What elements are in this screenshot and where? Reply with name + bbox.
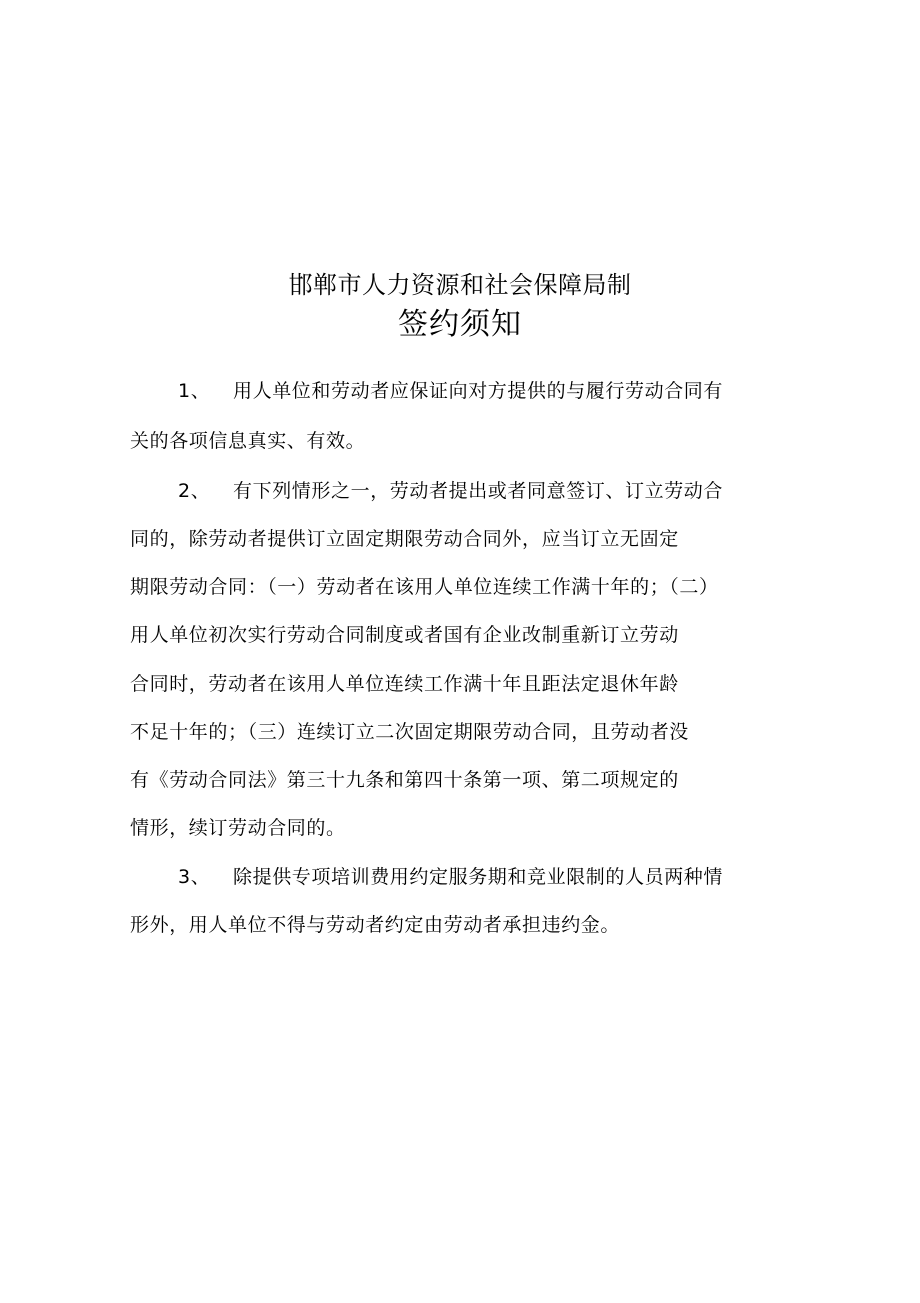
item-1-line-2: 关的各项信息真实、有效。 (130, 430, 366, 452)
item-2-line-7: 有《劳动合同法》第三十九条和第四十条第一项、第二项规定的 (130, 769, 679, 791)
item-2-first-line (178, 479, 723, 503)
item-1-line-1: 用人单位和劳动者应保证向对方提供的与履行劳动合同有 (233, 380, 724, 402)
item-3-line-2: 形外，用人单位不得与劳动者约定由劳动者承担违约金。 (130, 914, 621, 936)
item-3-first-line (178, 865, 723, 889)
document-title: 签约须知 (398, 307, 522, 342)
item-2-line-3: 期限劳动合同：（一）劳动者在该用人单位连续工作满十年的；（二） (130, 576, 719, 598)
item-2-line-1: 有下列情形之一，劳动者提出或者同意签订、订立劳动合 (233, 480, 724, 502)
item-2-line-8: 情形，续订劳动合同的。 (130, 817, 346, 839)
item-2-line-5: 合同时，劳动者在该用人单位连续工作满十年且距法定退休年龄 (130, 673, 679, 695)
item-3-line-1: 除提供专项培训费用约定服务期和竞业限制的人员两种情 (233, 866, 724, 888)
item-2-line-4: 用人单位初次实行劳动合同制度或者国有企业改制重新订立劳动 (130, 624, 679, 646)
item-2-line-6: 不足十年的；（三）连续订立二次固定期限劳动合同，且劳动者没 (130, 721, 689, 743)
item-3-number: 3、 (178, 866, 211, 888)
item-2-line-2: 同的，除劳动者提供订立固定期限劳动合同外，应当订立无固定 (130, 528, 679, 550)
issuer-title: 邯郸市人力资源和社会保障局制 (288, 271, 632, 299)
item-2-number: 2、 (178, 480, 211, 502)
item-1-first-line (178, 379, 723, 403)
item-1-number: 1、 (178, 380, 211, 402)
